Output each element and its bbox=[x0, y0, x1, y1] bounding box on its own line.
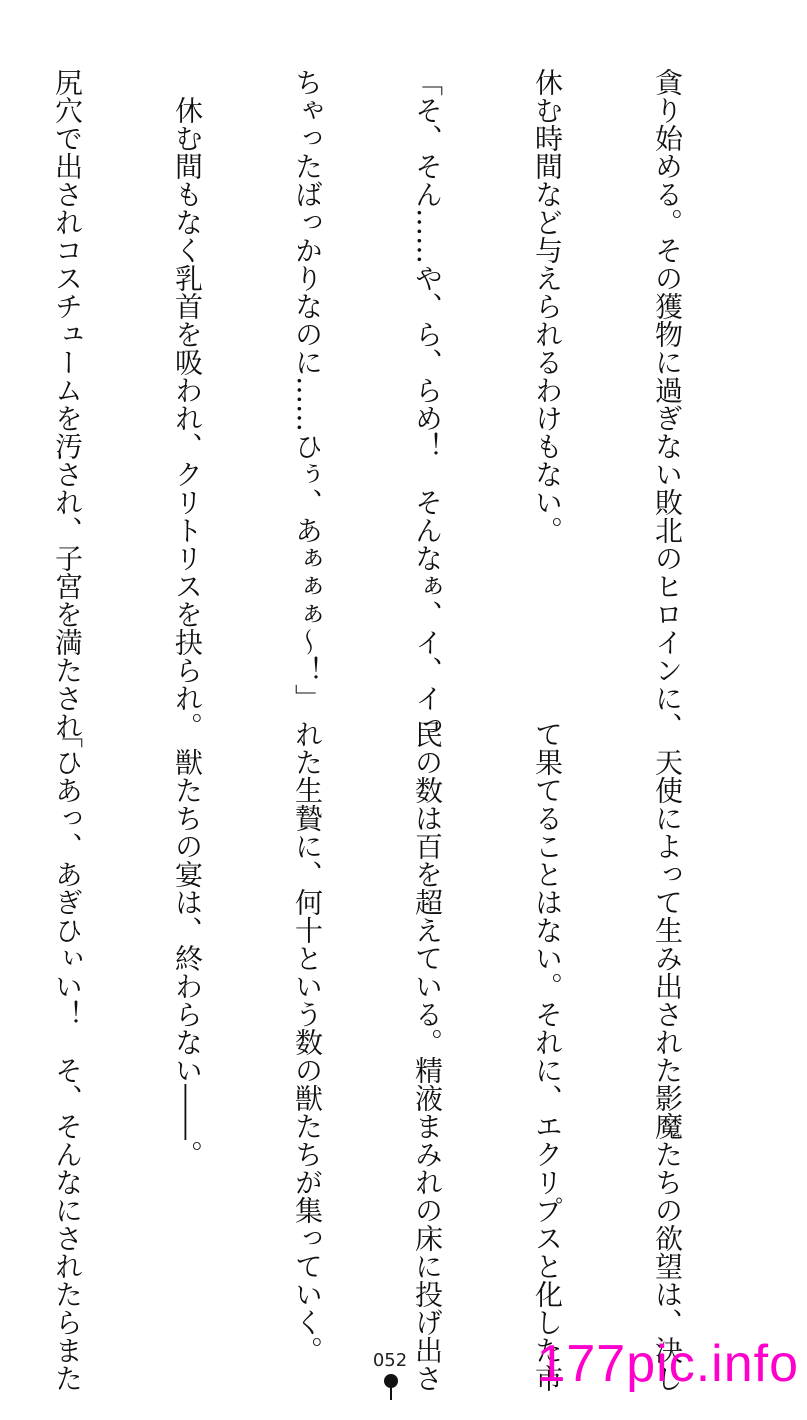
text-line: 「ひあっ、あぎひぃい！ そ、そんなにされたらまた bbox=[51, 720, 84, 1392]
text-line: ちゃったばっかりなのに……ひぅ、あぁぁぁ～！」 bbox=[291, 68, 324, 712]
text-line: 「そ、そん……や、ら、らめ！ そんなぁ、イ、イっ bbox=[411, 68, 444, 740]
text-block-top bbox=[0, 68, 767, 740]
watermark: 177pic.info bbox=[536, 1335, 799, 1393]
text-line: れた生贄に、何十という数の獣たちが集っていく。 bbox=[291, 720, 324, 1364]
text-line: 民の数は百を超えている。精液まみれの床に投げ出さ bbox=[411, 720, 444, 1392]
text-line: 貪り始める。その獲物に過ぎない敗北のヒロインに、 bbox=[651, 68, 684, 740]
page-number: 052 bbox=[372, 1350, 408, 1371]
text-line: て果てることはない。それに、エクリプスと化した市 bbox=[531, 720, 564, 1392]
text-line: 尻穴で出されコスチュームを汚され、子宮を満たされ bbox=[51, 68, 84, 740]
text-line: 休む時間など与えられるわけもない。 bbox=[531, 68, 564, 544]
page-marker-line bbox=[390, 1386, 392, 1400]
text-line: 休む間もなく乳首を吸われ、クリトリスを抉られ。 bbox=[171, 68, 204, 740]
text-line: 獣たちの宴は、終わらない――。 bbox=[171, 720, 204, 1168]
text-line: 天使によって生み出された影魔たちの欲望は、決し bbox=[651, 720, 684, 1392]
